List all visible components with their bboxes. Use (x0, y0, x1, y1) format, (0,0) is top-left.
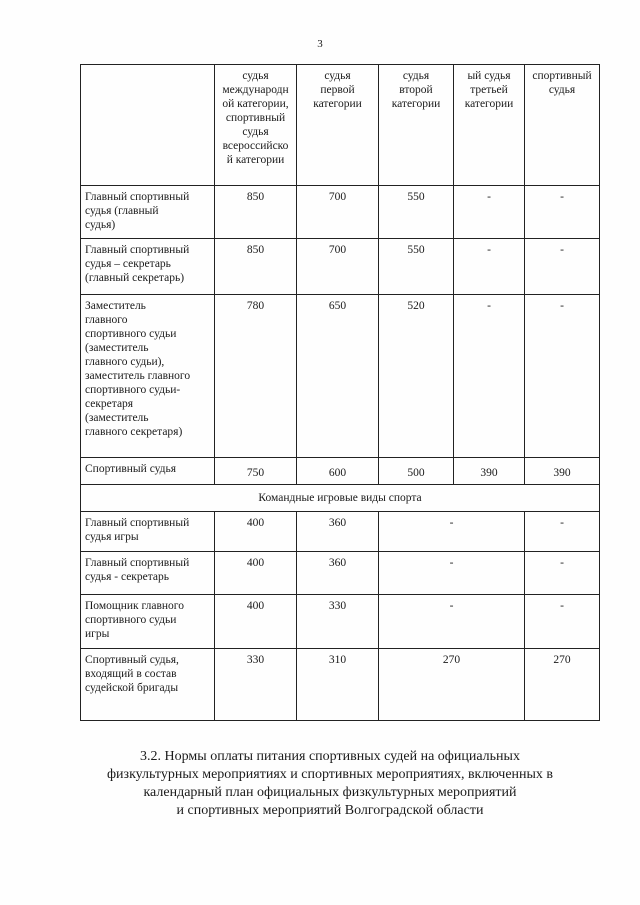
value-cell: 550 (379, 239, 454, 295)
header-line: международн (222, 84, 289, 96)
value-cell: - (525, 239, 600, 295)
value-cell: 520 (379, 295, 454, 458)
role-line: (заместитель (85, 342, 149, 354)
role-line: Спортивный судья (85, 463, 177, 475)
header-cell-third-category (454, 65, 525, 186)
role-line: судья – секретарь (85, 258, 171, 270)
role-line: (главный секретарь) (85, 272, 185, 284)
header-line: категории (464, 98, 514, 110)
role-line: главного судьи), (85, 356, 165, 368)
value-cell: 850 (215, 186, 297, 239)
role-line: секретаря (85, 398, 134, 410)
table-row (81, 186, 600, 239)
header-line: спортивный (532, 70, 592, 82)
value-cell: 850 (215, 239, 297, 295)
note-line: календарный план официальных физкультурных мероприятий (143, 785, 517, 800)
header-line: судья (402, 70, 430, 82)
header-line: второй (399, 84, 433, 96)
page-number: 3 (317, 38, 323, 50)
value-cell: 270 (525, 649, 600, 721)
section-title: Командные игровые виды спорта (81, 485, 600, 512)
value-cell: 700 (297, 239, 379, 295)
value-cell: - (525, 186, 600, 239)
role-line: судья (главный (85, 205, 159, 217)
role-line: заместитель главного (85, 370, 191, 382)
section-heading-3-2 (60, 748, 600, 820)
table-row (81, 595, 600, 649)
value-cell: 550 (379, 186, 454, 239)
value-cell: 500 (379, 458, 454, 485)
role-line: судья - секретарь (85, 571, 169, 583)
value-cell-merged: - (379, 595, 525, 649)
header-line: спортивный (225, 112, 286, 124)
value-cell: 750 (215, 458, 297, 485)
role-cell (81, 239, 215, 295)
value-cell: 400 (215, 595, 297, 649)
role-line: Главный спортивный (85, 517, 190, 529)
table-row (81, 552, 600, 595)
role-line: спортивного судьи (85, 614, 177, 626)
value-cell: 310 (297, 649, 379, 721)
header-cell-second-category (379, 65, 454, 186)
header-cell-first-category (297, 65, 379, 186)
role-cell (81, 458, 215, 485)
role-line: главного секретаря) (85, 426, 183, 438)
role-cell (81, 512, 215, 552)
header-line: судья (324, 70, 351, 82)
header-cell-empty (81, 65, 215, 186)
value-cell: - (525, 595, 600, 649)
value-cell: 360 (297, 552, 379, 595)
header-line: третьей (470, 84, 508, 96)
value-cell-merged: - (379, 552, 525, 595)
header-cell-international (215, 65, 297, 186)
role-line: Главный спортивный (85, 191, 190, 203)
value-cell-merged: 270 (379, 649, 525, 721)
value-cell: 390 (525, 458, 600, 485)
note-line: физкультурных мероприятиях и спортивных мероприятиях, включенных в (106, 767, 554, 782)
value-cell: 700 (297, 186, 379, 239)
value-cell: 400 (215, 512, 297, 552)
header-line: первой (320, 84, 355, 96)
role-line: Главный спортивный (85, 557, 190, 569)
header-cell-sports-judge (525, 65, 600, 186)
table-row (81, 649, 600, 721)
note-line: 3.2. Нормы оплаты питания спортивных судей на официальных (140, 749, 520, 764)
header-line: судья (548, 84, 576, 96)
header-line: ой категории, (222, 98, 289, 110)
role-line: игры (85, 628, 110, 640)
role-line: судья) (85, 219, 116, 231)
value-cell: - (525, 512, 600, 552)
role-line: судья игры (85, 531, 139, 543)
table-row (81, 458, 600, 485)
value-cell: 400 (215, 552, 297, 595)
value-cell: 360 (297, 512, 379, 552)
table-row (81, 239, 600, 295)
value-cell: 780 (215, 295, 297, 458)
role-line: (заместитель (85, 412, 149, 424)
role-line: Спортивный судья, (85, 654, 179, 666)
role-line: Заместитель (85, 300, 146, 312)
table-row (81, 295, 600, 458)
value-cell: 330 (297, 595, 379, 649)
value-cell: - (525, 295, 600, 458)
value-cell-merged: - (379, 512, 525, 552)
header-line: й категории (226, 154, 285, 166)
table-header-row (81, 65, 600, 186)
role-cell (81, 595, 215, 649)
role-line: главного (85, 314, 128, 326)
value-cell: - (454, 239, 525, 295)
role-line: Главный спортивный (85, 244, 190, 256)
header-line: судья (242, 126, 269, 138)
header-line: судья (242, 70, 269, 82)
judges-rates-table (80, 64, 600, 721)
header-line: категории (313, 98, 362, 110)
value-cell: 330 (215, 649, 297, 721)
role-cell (81, 186, 215, 239)
role-cell (81, 649, 215, 721)
value-cell: - (454, 186, 525, 239)
header-line: категории (391, 98, 441, 110)
value-cell: 600 (297, 458, 379, 485)
section-row (81, 485, 600, 512)
table-row (81, 512, 600, 552)
value-cell: - (454, 295, 525, 458)
header-line: ый судья (467, 70, 511, 82)
role-line: входящий в состав (85, 668, 177, 680)
role-line: спортивного судьи (85, 328, 177, 340)
value-cell: 650 (297, 295, 379, 458)
value-cell: - (525, 552, 600, 595)
value-cell: 390 (454, 458, 525, 485)
role-line: Помощник главного (85, 600, 184, 612)
role-line: спортивного судьи- (85, 384, 181, 396)
header-line: всероссийско (222, 140, 289, 152)
role-cell (81, 552, 215, 595)
role-cell (81, 295, 215, 458)
role-line: судейской бригады (85, 682, 179, 694)
note-line: и спортивных мероприятий Волгоградской области (176, 803, 484, 818)
